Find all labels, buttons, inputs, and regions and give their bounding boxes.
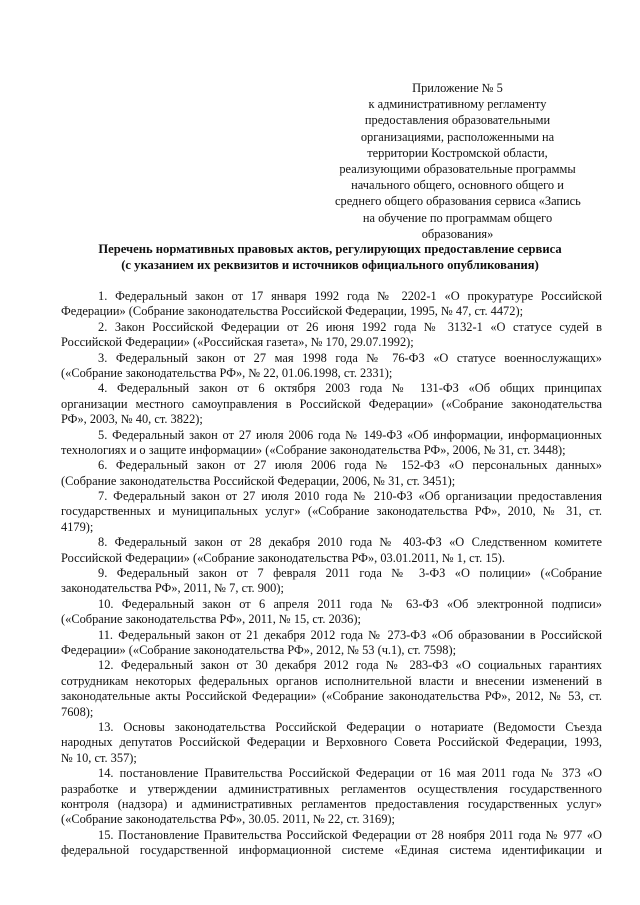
legal-act-item <box>61 628 602 659</box>
appendix-line: начального общего, основного общего и <box>351 178 564 193</box>
legal-act-item <box>61 458 602 489</box>
legal-act-line: 7608); <box>61 704 94 719</box>
legal-act-line: Федерации» («Собрание законодательства РФ», 2012, № 53 (ч.1), ст. 7598); <box>61 642 457 657</box>
appendix-line: предоставления образовательными <box>364 113 551 128</box>
legal-act-line: 4179); <box>61 519 94 534</box>
appendix-line: к административному регламенту <box>368 97 547 112</box>
legal-acts-list <box>61 289 602 858</box>
legal-act-item <box>61 566 602 597</box>
legal-act-line: технологиях и о защите информации» («Собрание законодательства РФ», 2006, № 31, ст. 3448); <box>61 442 566 457</box>
legal-act-line: Российской Федерации» («Российская газета», № 170, 29.07.1992); <box>61 335 414 350</box>
appendix-line: на обучение по программам общего <box>362 210 553 225</box>
legal-act-item <box>61 351 602 382</box>
legal-act-line: народных депутатов Российской Федерации и Верховного Совета Российской Федерации, 1993, <box>61 735 602 750</box>
legal-act-item <box>61 535 602 566</box>
legal-act-line: 6. Федеральный закон от 27 июля 2006 года № 152-ФЗ «О персональных данных» <box>98 458 602 473</box>
appendix-line: образования» <box>421 226 494 241</box>
appendix-line: территории Костромской области, <box>367 145 548 160</box>
legal-act-line: законодательства РФ», 2011, № 7, ст. 900); <box>61 581 284 596</box>
legal-act-item <box>61 381 602 427</box>
legal-act-item <box>61 766 602 828</box>
legal-act-line: 11. Федеральный закон от 21 декабря 2012 года № 273-ФЗ «Об образовании в Российской <box>98 627 602 642</box>
legal-act-item <box>61 658 602 720</box>
legal-act-line: 2. Закон Российской Федерации от 26 июня 1992 года № 3132-1 «О статусе судей в <box>98 319 602 334</box>
legal-act-line: 1. Федеральный закон от 17 января 1992 года № 2202-1 «О прокуратуре Российской <box>98 289 602 303</box>
legal-act-line: 9. Федеральный закон от 7 февраля 2011 года № 3-ФЗ «О полиции» («Собрание <box>98 566 602 581</box>
legal-act-line: (Собрание законодательства Российской Федерации, 2006, № 31, ст. 3451); <box>61 473 456 488</box>
legal-act-line: 5. Федеральный закон от 27 июля 2006 года № 149-ФЗ «Об информации, информационных <box>98 427 602 442</box>
legal-act-line: 10. Федеральный закон от 6 апреля 2011 года № 63-ФЗ «Об электронной подписи» <box>98 596 602 611</box>
legal-act-line: 14. постановление Правительства Российской Федерации от 16 мая 2011 года № 373 «О <box>98 766 602 781</box>
legal-act-line: 4. Федеральный закон от 6 октября 2003 года № 131-ФЗ «Об общих принципах <box>98 381 602 396</box>
legal-act-line: («Собрание законодательства РФ», 2011, № 15, ст. 2036); <box>61 612 361 627</box>
legal-act-line: законодательные акты Российской Федерации» («Собрание законодательства РФ», 2012, № 53, ст. <box>61 689 602 704</box>
legal-act-line: 3. Федеральный закон от 27 мая 1998 года № 76-ФЗ «О статусе военнослужащих» <box>98 350 602 365</box>
legal-act-line: 7. Федеральный закон от 27 июля 2010 года № 210-ФЗ «Об организации предоставления <box>98 489 602 504</box>
legal-act-line: 12. Федеральный закон от 30 декабря 2012 года № 283-ФЗ «О социальных гарантиях <box>98 658 602 673</box>
legal-act-item <box>61 597 602 628</box>
legal-act-item <box>61 828 602 859</box>
appendix-header <box>335 80 580 242</box>
document-title <box>60 241 600 273</box>
legal-act-item <box>61 428 602 459</box>
legal-act-item <box>61 289 602 320</box>
appendix-line: реализующими образовательные программы <box>339 162 576 177</box>
legal-act-line: Российской Федерации» («Собрание законодательства РФ», 03.01.2011, № 1, ст. 15). <box>61 550 505 565</box>
legal-act-line: («Собрание законодательства РФ», 30.05. 2011, № 22, ст. 3169); <box>61 812 396 827</box>
legal-act-line: разработке и утверждении административных регламентов осуществления государственного <box>61 781 602 796</box>
legal-act-line: Федерации» (Собрание законодательства Российской Федерации, 1995, № 47, ст. 4472); <box>61 304 524 319</box>
legal-act-item <box>61 489 602 535</box>
legal-act-line: РФ», 2003, № 40, ст. 3822); <box>61 412 203 427</box>
legal-act-item <box>61 720 602 766</box>
appendix-line: Приложение № 5 <box>412 81 503 95</box>
title-line: (с указанием их реквизитов и источников официального опубликования) <box>121 258 539 272</box>
legal-act-line: 15. Постановление Правительства Российской Федерации от 28 ноября 2011 года № 977 «О <box>98 827 602 842</box>
legal-act-line: контроля (надзора) и административных регламентов предоставления государственных услуг» <box>61 796 602 811</box>
title-line: Перечень нормативных правовых актов, регулирующих предоставление сервиса <box>98 242 562 256</box>
legal-act-line: сотрудникам некоторых федеральных органов исполнительной власти и внесении изменений в <box>61 673 602 688</box>
legal-act-line: государственных и муниципальных услуг» («Собрание законодательства РФ», 2010, № 31, ст. <box>61 504 602 519</box>
appendix-line: среднего общего образования сервиса «Запись <box>335 194 581 209</box>
legal-act-line: 8. Федеральный закон от 28 декабря 2010 года № 403-ФЗ «О Следственном комитете <box>98 535 602 550</box>
legal-act-line: № 10, ст. 357); <box>61 750 137 765</box>
legal-act-line: федеральной государственной информационной системе «Единая система идентификации и <box>61 843 602 858</box>
legal-act-line: организации местного самоуправления в Российской Федерации» («Собрание законодательства <box>61 396 602 411</box>
legal-act-item <box>61 320 602 351</box>
appendix-line: организациями, расположенными на <box>360 129 555 144</box>
legal-act-line: («Собрание законодательства РФ», № 22, 01.06.1998, ст. 2331); <box>61 365 393 380</box>
legal-act-line: 13. Основы законодательства Российской Федерации о нотариате (Ведомости Съезда <box>98 719 602 734</box>
